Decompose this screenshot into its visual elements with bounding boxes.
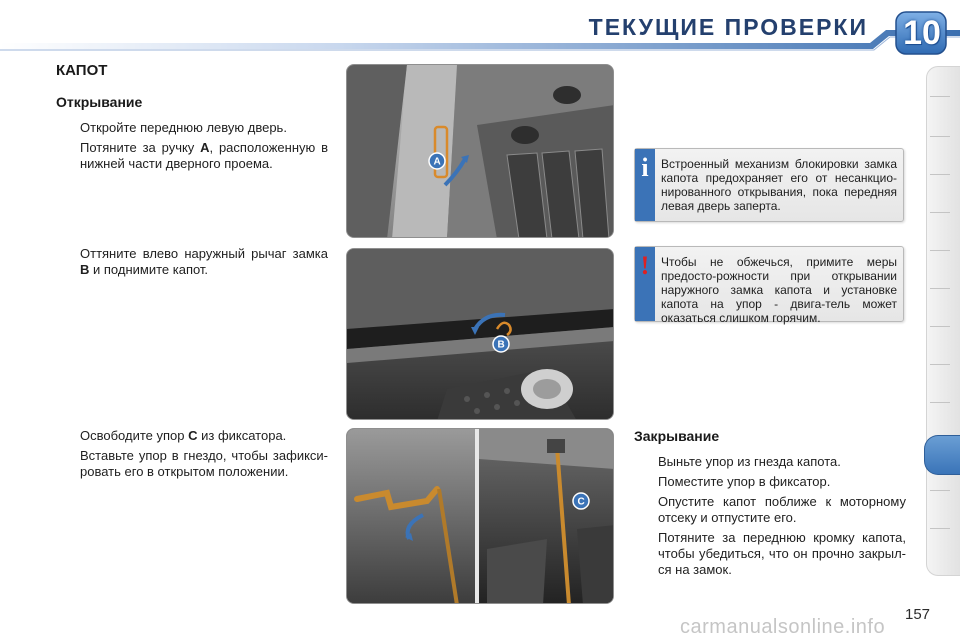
warning-icon: !	[640, 251, 650, 280]
tab-divider	[930, 364, 950, 365]
list-item: Потяните за ручку A, расположенную в нижней части дверного проема.	[80, 140, 328, 171]
section-title: КАПОТ	[56, 62, 108, 79]
prop-key-letter: C	[188, 428, 198, 443]
list-item: Опустите капот поближе к моторному отсеку и отпустите его.	[658, 494, 906, 525]
photo-illustration	[347, 249, 614, 420]
tab-strip	[926, 66, 960, 576]
callout-a-label: A	[433, 156, 441, 168]
tab-divider	[930, 174, 950, 175]
tab-divider	[930, 528, 950, 529]
list-item: Поместите упор в фиксатор.	[658, 474, 831, 489]
chapter-number-badge: 10	[903, 14, 941, 52]
callout-c-label: C	[577, 496, 585, 508]
handle-key-letter: A	[200, 140, 210, 155]
info-notice-text: Встроенный механизм блокировки замка капота предохраняет его от несанкцио-нированного открывания, пока передняя левая дверь заперта.	[661, 157, 897, 213]
opening-steps-2	[56, 246, 328, 282]
chapter-side-tabs	[926, 66, 960, 576]
tab-divider	[930, 288, 950, 289]
photo-bonnet-release-handle	[346, 64, 614, 238]
chapter-header	[0, 0, 960, 58]
tab-divider	[930, 402, 950, 403]
list-item: Оттяните влево наружный рычаг замка B и поднимите капот.	[80, 246, 328, 277]
closing-steps	[634, 454, 906, 582]
list-item: Потяните за переднюю кромку капота, чтобы убедиться, что он прочно закрыл-ся на замок.	[658, 530, 906, 577]
chapter-title: ТЕКУЩИЕ ПРОВЕРКИ	[588, 14, 868, 40]
list-item: Откройте переднюю левую дверь.	[80, 120, 287, 135]
tab-divider	[930, 96, 950, 97]
info-notice	[634, 148, 904, 222]
tab-divider	[930, 250, 950, 251]
tab-divider	[930, 212, 950, 213]
closing-title: Закрывание	[634, 428, 720, 444]
tab-divider	[930, 136, 950, 137]
warning-notice-text: Чтобы не обжечься, примите меры предосто-рожности при открывании наружного замка капота и установке капота на упор - двига-тель может оказаться слишком горячим.	[661, 255, 897, 325]
photo-illustration	[347, 429, 614, 604]
watermark: carmanualsonline.info	[680, 616, 886, 638]
info-icon: i	[641, 153, 649, 182]
list-item: Выньте упор из гнезда капота.	[658, 454, 841, 469]
active-chapter-tab	[924, 435, 960, 475]
list-item: Освободите упор C из фиксатора.	[80, 428, 287, 443]
photo-illustration	[347, 65, 614, 238]
list-item: Вставьте упор в гнездо, чтобы зафикси-ровать его в открытом положении.	[80, 448, 328, 479]
opening-steps-3	[56, 428, 328, 484]
opening-title: Открывание	[56, 94, 143, 110]
photo-bonnet-prop-rod	[346, 428, 614, 604]
tab-divider	[930, 490, 950, 491]
warning-notice	[634, 246, 904, 325]
opening-steps-1	[56, 120, 328, 176]
callout-b-label: B	[497, 339, 505, 351]
lever-key-letter: B	[80, 262, 90, 277]
page-number: 157	[905, 606, 931, 623]
photo-bonnet-lever	[346, 248, 614, 420]
tab-divider	[930, 326, 950, 327]
